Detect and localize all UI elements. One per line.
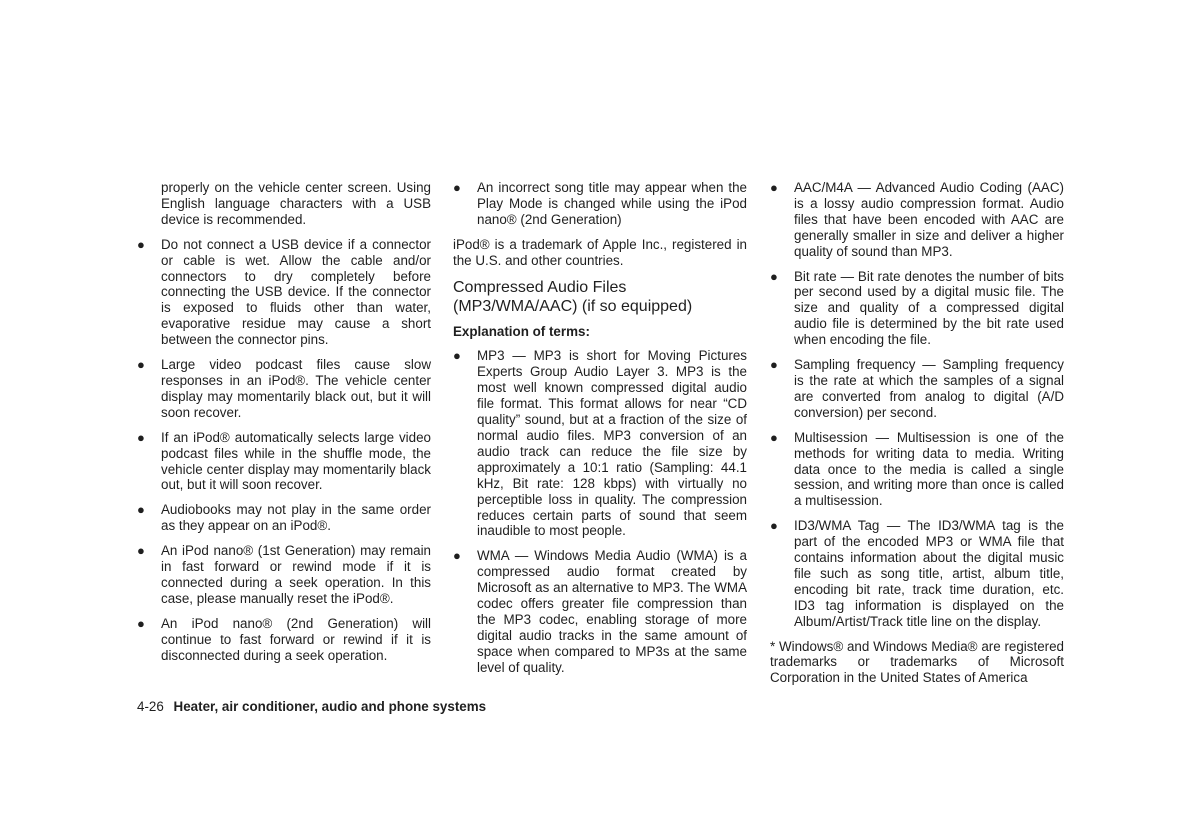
bullet-icon: ● xyxy=(137,615,145,631)
list-item-text: Sampling frequency — Sampling frequency is the rate at which the samples of a signal are converted from analog to digital (A/D conversion) per second. xyxy=(794,357,1064,420)
list-item-text: An iPod nano® (2nd Generation) will continue to fast forward or rewind if it is disconnected during a seek operation. xyxy=(161,615,431,663)
bullet-icon: ● xyxy=(770,180,778,195)
section-title: Heater, air conditioner, audio and phone systems xyxy=(173,699,487,714)
list-item xyxy=(453,180,747,228)
trademark-note: iPod® is a trademark of Apple Inc., registered in the U.S. and other countries. xyxy=(453,236,747,268)
bullet-icon: ● xyxy=(770,268,778,284)
list-item-text: If an iPod® automatically selects large video podcast files while in the shuffle mode, the vehicle center display may momentarily black out, but it will soon recover. xyxy=(161,429,431,493)
list-item-text: An incorrect song title may appear when the Play Mode is changed while using the iPod nano® (2nd Generation) xyxy=(477,180,747,227)
list-item-text: ID3/WMA Tag — The ID3/WMA tag is the part of the encoded MP3 or WMA file that contains information about the digital music file such as song title, artist, album title, encoding bit rate, track time duration, etc. ID3 tag information is displayed on the Album/Artist/Track title line on the display. xyxy=(794,518,1064,629)
bullet-icon: ● xyxy=(137,236,145,252)
column-left xyxy=(137,180,431,672)
section-heading: Compressed Audio Files (MP3/WMA/AAC) (if so equipped) xyxy=(453,278,693,315)
list-item xyxy=(453,348,747,539)
list-item xyxy=(770,180,1064,260)
column-middle xyxy=(453,180,747,685)
column-right xyxy=(770,180,1064,686)
list-item xyxy=(453,548,747,675)
bullet-icon: ● xyxy=(137,357,145,373)
list-item-text: Bit rate — Bit rate denotes the number of bits per second used by a digital music file. The size and quality of a compressed digital audio file is determined by the bit rate used when encoding the file. xyxy=(794,268,1064,348)
bullet-icon: ● xyxy=(453,548,461,564)
bullet-icon: ● xyxy=(770,429,778,445)
list-item-text: An iPod nano® (1st Generation) may remain in fast forward or rewind mode if it is connected during a seek operation. In this case, please manually reset the iPod®. xyxy=(161,543,431,606)
list-item xyxy=(770,269,1064,349)
list-item-text: AAC/M4A — Advanced Audio Coding (AAC) is a lossy audio compression format. Audio files that have been encoded with AAC are generally smaller in size and deliver a higher quality of sound than MP3. xyxy=(794,180,1064,259)
list-item xyxy=(137,502,431,534)
bullet-icon: ● xyxy=(137,429,145,445)
page-number: 4-26 xyxy=(137,699,164,714)
list-item xyxy=(137,616,431,664)
list-item-text: Multisession — Multisession is one of the methods for writing data to media. Writing data once to the media is called a single session, and writing more than once is called a multisession. xyxy=(794,429,1064,509)
list-item-text: Large video podcast files cause slow responses in an iPod®. The vehicle center display may momentarily black out, but it will soon recover. xyxy=(161,357,431,420)
bullet-icon: ● xyxy=(137,543,145,559)
continued-paragraph: properly on the vehicle center screen. Using English language characters with a USB device is recommended. xyxy=(161,180,431,227)
list-item xyxy=(137,237,431,348)
bullet-icon: ● xyxy=(453,348,461,364)
bullet-icon: ● xyxy=(453,180,461,195)
subsection-heading: Explanation of terms: xyxy=(453,323,590,339)
list-item xyxy=(137,430,431,494)
list-item-text: Audiobooks may not play in the same order as they appear on an iPod®. xyxy=(161,502,431,534)
list-item-text: WMA — Windows Media Audio (WMA) is a compressed audio format created by Microsoft as an alternative to MP3. The WMA codec offers greater file compression than the MP3 codec, enabling storage of more digital audio tracks in the same amount of space when compared to MP3s at the same level of quality. xyxy=(477,548,747,675)
list-item xyxy=(137,357,431,421)
list-item xyxy=(770,357,1064,421)
footnote: * Windows® and Windows Media® are registered trademarks or trademarks of Microsoft Corporation in the United States of America xyxy=(770,638,1064,686)
list-item xyxy=(137,543,431,607)
bullet-icon: ● xyxy=(137,502,145,518)
bullet-icon: ● xyxy=(770,518,778,534)
list-item xyxy=(770,430,1064,510)
page-footer xyxy=(137,699,486,715)
bullet-icon: ● xyxy=(770,357,778,373)
list-item xyxy=(770,518,1064,629)
list-item-text: MP3 — MP3 is short for Moving Pictures Experts Group Audio Layer 3. MP3 is the most well known compressed digital audio file format. This format allows for near “CD quality” sound, but at a fraction of the size of normal audio files. MP3 conversion of an audio track can reduce the file size by approximately a 10:1 ratio (Sampling: 44.1 kHz, Bit rate: 128 kbps) with virtually no perceptible loss in quality. The compression reduces certain parts of sound that seem inaudible to most people. xyxy=(477,348,747,539)
list-item-text: Do not connect a USB device if a connector or cable is wet. Allow the cable and/or connectors to dry completely before connecting the USB device. If the connector is exposed to fluids other than water, evaporative residue may cause a short between the connector pins. xyxy=(161,236,431,348)
